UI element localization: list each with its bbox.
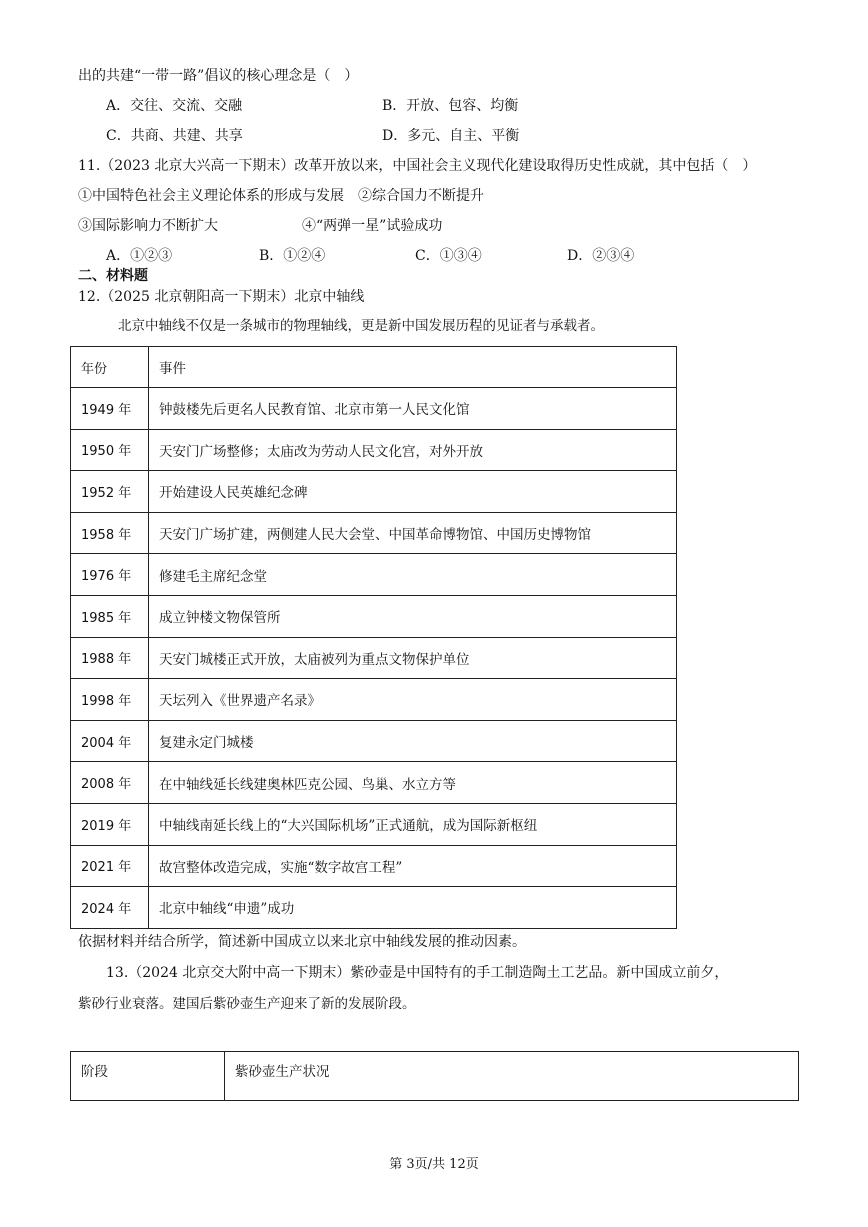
table-row	[71, 429, 677, 471]
q10-option-d: D．多元、自主、平衡	[382, 128, 520, 144]
q10-option-b: B．开放、包容、均衡	[382, 98, 519, 114]
q12-intro: 北京中轴线不仅是一条城市的物理轴线，更是新中国发展历程的见证者与承载者。	[118, 318, 604, 334]
q11-option-d: D．②③④	[567, 248, 635, 264]
row-event: 在中轴线延长线建奥林匹克公园、鸟巢、水立方等	[149, 762, 677, 804]
table-row	[71, 388, 677, 430]
table-header-row	[71, 347, 677, 388]
row-year: 1949 年	[71, 388, 149, 430]
row-event: 天坛列入《世界遗产名录》	[149, 679, 677, 721]
q12-question: 依据材料并结合所学，简述新中国成立以来北京中轴线发展的推动因素。	[78, 934, 526, 950]
header-event: 事件	[149, 347, 677, 388]
row-event: 修建毛主席纪念堂	[149, 554, 677, 596]
row-event: 钟鼓楼先后更名人民教育馆、北京市第一人民文化馆	[149, 388, 677, 430]
row-event: 天安门城楼正式开放，太庙被列为重点文物保护单位	[149, 637, 677, 679]
row-year: 2008 年	[71, 762, 149, 804]
table-header-row	[71, 1052, 799, 1101]
header-stage: 阶段	[71, 1052, 225, 1101]
q11-option-b: B．①②④	[259, 248, 326, 264]
table-row	[71, 845, 677, 887]
row-year: 2021 年	[71, 845, 149, 887]
row-year: 1985 年	[71, 595, 149, 637]
section-title: 二、材料题	[78, 268, 148, 284]
table-row	[71, 720, 677, 762]
row-year: 2019 年	[71, 803, 149, 845]
row-year: 1950 年	[71, 429, 149, 471]
page-number: 第 3页/共 12页	[389, 1157, 479, 1172]
row-event: 北京中轴线“申遗”成功	[149, 887, 677, 929]
row-event: 天安门广场扩建，两侧建人民大会堂、中国革命博物馆、中国历史博物馆	[149, 512, 677, 554]
q11-stem: 11.（2023 北京大兴高一下期末）改革开放以来，中国社会主义现代化建设取得历史性成就，其中包括（ ）	[78, 158, 757, 174]
header-status: 紫砂壶生产状况	[225, 1052, 799, 1101]
q11-items-1-2: ①中国特色社会主义理论体系的形成与发展 ②综合国力不断提升	[78, 188, 484, 204]
q11-item-4: ④“两弹一星”试验成功	[302, 218, 443, 234]
row-year: 1952 年	[71, 471, 149, 513]
table-row	[71, 762, 677, 804]
zisha-table	[70, 1051, 799, 1101]
table-row	[71, 512, 677, 554]
q12-stem: 12.（2025 北京朝阳高一下期末）北京中轴线	[78, 289, 365, 305]
table-row	[71, 471, 677, 513]
header-year: 年份	[71, 347, 149, 388]
row-event: 成立钟楼文物保管所	[149, 595, 677, 637]
table-row	[71, 887, 677, 929]
q11-item-3: ③国际影响力不断扩大	[78, 218, 218, 234]
row-year: 1998 年	[71, 679, 149, 721]
row-year: 1988 年	[71, 637, 149, 679]
table-row	[71, 554, 677, 596]
q11-option-a: A．①②③	[106, 248, 173, 264]
q13-stem-line2: 紫砂行业衰落。建国后紫砂壶生产迎来了新的发展阶段。	[78, 996, 416, 1012]
row-event: 开始建设人民英雄纪念碑	[149, 471, 677, 513]
row-event: 天安门广场整修；太庙改为劳动人民文化宫，对外开放	[149, 429, 677, 471]
axis-events-table	[70, 346, 677, 929]
q10-stem-tail: 出的共建“一带一路”倡议的核心理念是（ ）	[78, 68, 359, 84]
table-row	[71, 595, 677, 637]
q11-option-c: C．①③④	[415, 248, 482, 264]
q10-option-a: A．交往、交流、交融	[106, 98, 243, 114]
q10-option-c: C．共商、共建、共享	[106, 128, 243, 144]
row-year: 2024 年	[71, 887, 149, 929]
q13-stem-line1: 13.（2024 北京交大附中高一下期末）紫砂壶是中国特有的手工制造陶土工艺品。新中国成立前夕，	[106, 965, 729, 981]
row-event: 中轴线南延长线上的“大兴国际机场”正式通航，成为国际新枢纽	[149, 803, 677, 845]
table-row	[71, 679, 677, 721]
table-row	[71, 637, 677, 679]
table-row	[71, 803, 677, 845]
row-event: 复建永定门城楼	[149, 720, 677, 762]
row-year: 2004 年	[71, 720, 149, 762]
row-year: 1958 年	[71, 512, 149, 554]
row-year: 1976 年	[71, 554, 149, 596]
row-event: 故宫整体改造完成，实施“数字故宫工程”	[149, 845, 677, 887]
